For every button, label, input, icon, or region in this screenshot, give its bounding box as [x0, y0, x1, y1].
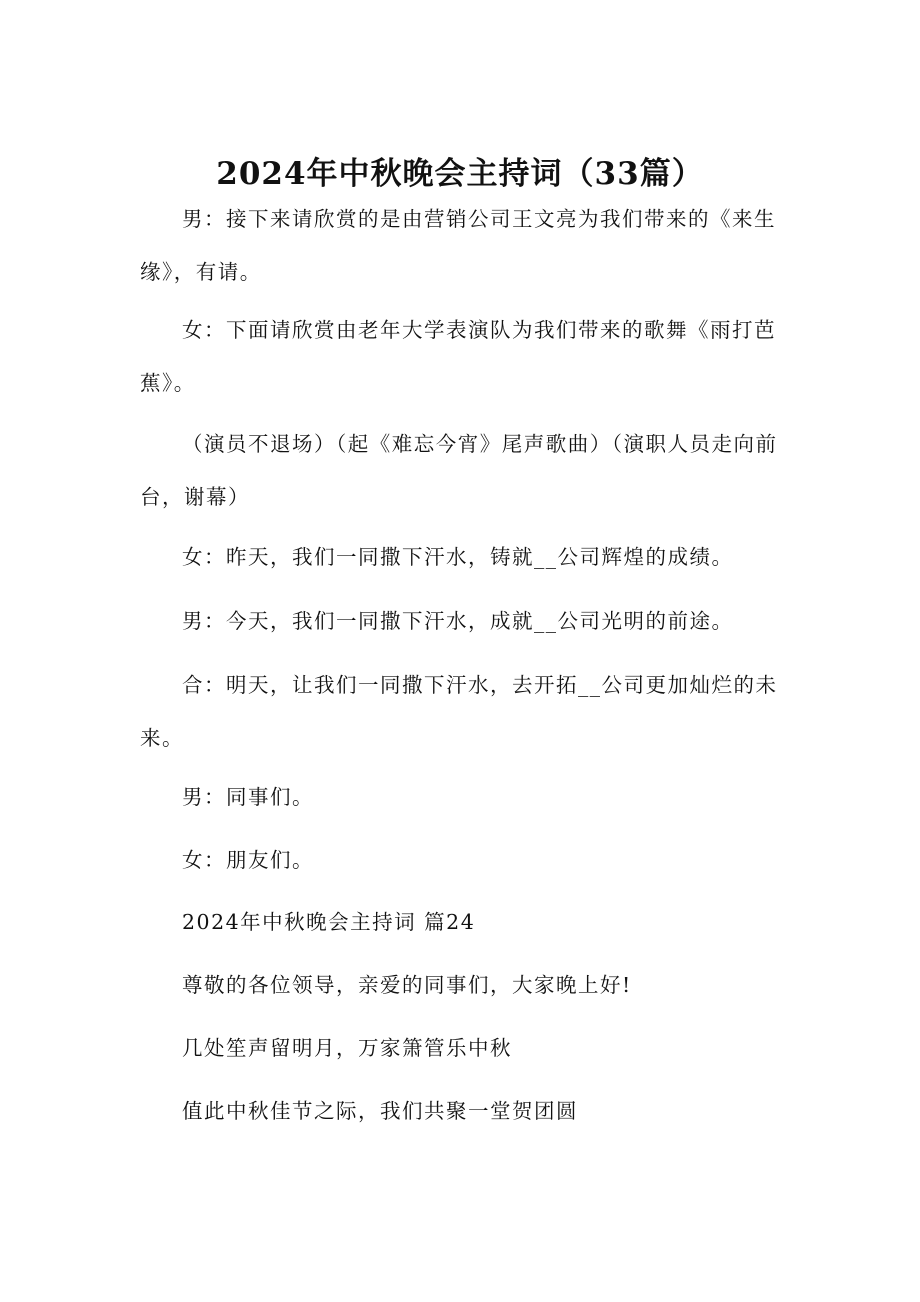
- paragraph-female-friends: 女：朋友们。: [182, 848, 314, 872]
- paragraph-together-tomorrow: 合：明天，让我们一同撒下汗水，去开拓__公司更加灿烂的未来。: [140, 673, 778, 750]
- paragraph-female-yesterday: 女：昨天，我们一同撒下汗水，铸就__公司辉煌的成绩。: [182, 545, 734, 569]
- paragraph-poem-line: 几处笙声留明月，万家箫管乐中秋: [182, 1036, 512, 1060]
- paragraph-female-intro: 女：下面请欣赏由老年大学表演队为我们带来的歌舞《雨打芭蕉》。: [140, 318, 776, 395]
- document-title: 2024年中秋晚会主持词（33篇）: [216, 156, 704, 192]
- section-heading: 2024年中秋晚会主持词 篇24: [182, 910, 476, 934]
- paragraph-festival-line: 值此中秋佳节之际，我们共聚一堂贺团圆: [182, 1099, 578, 1123]
- paragraph-male-intro: 男：接下来请欣赏的是由营销公司王文亮为我们带来的《来生缘》，有请。: [140, 207, 776, 284]
- paragraph-male-colleagues: 男：同事们。: [182, 785, 314, 809]
- paragraph-male-today: 男：今天，我们一同撒下汗水，成就__公司光明的前途。: [182, 609, 734, 633]
- paragraph-greeting: 尊敬的各位领导，亲爱的同事们，大家晚上好!: [182, 973, 632, 997]
- paragraph-stage-direction: （演员不退场）（起《难忘今宵》尾声歌曲）（演职人员走向前台，谢幕）: [140, 432, 778, 509]
